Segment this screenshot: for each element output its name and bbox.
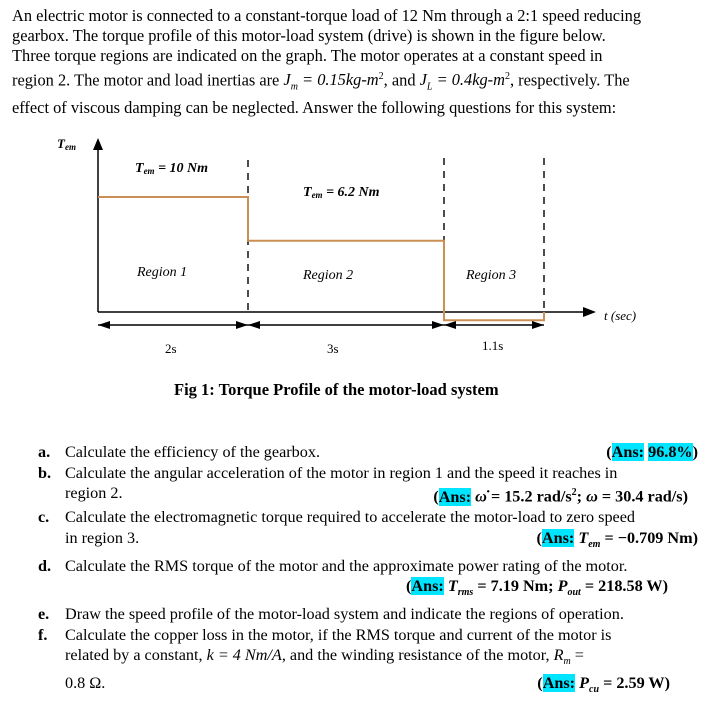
dur3-left-arrow-icon: [444, 321, 456, 329]
question-c: [38, 507, 698, 555]
torque-profile-path: [98, 197, 544, 320]
dur2-left-arrow-icon: [248, 321, 260, 329]
answer-d: (Ans: $T_{rms} = 7.19$ Nm; $P_{out} = 218.58$ W): [406, 577, 668, 599]
question-letter: b.: [38, 463, 52, 482]
jl-symbol: $J_L = 0.4kg-m$: [419, 70, 505, 93]
jm-symbol: $J_m = 0.15kg-m$: [283, 70, 379, 93]
question-f-line1: Calculate the copper loss in the motor, if the RMS torque and current of the motor is: [65, 625, 612, 644]
question-e-text: Draw the speed profile of the motor-load system and indicate the regions of operation.: [65, 605, 624, 624]
y-axis-arrow-icon: [93, 138, 103, 150]
intro-line-3: Three torque regions are indicated on the graph. The motor operates at a constant speed in: [12, 46, 603, 66]
question-d-text: Calculate the RMS torque of the motor and the approximate power rating of the motor.: [65, 556, 628, 575]
y-axis-label: Tem: [57, 136, 76, 152]
dur1-left-arrow-icon: [98, 321, 110, 329]
duration-3-label: 1.1s: [482, 338, 504, 353]
question-e: [38, 604, 698, 625]
question-c-line2: in region 3.: [65, 528, 140, 547]
intro-line-1: An electric motor is connected to a constant-torque load of 12 Nm through a 2:1 speed reducing: [12, 6, 642, 25]
intro-line-5: effect of viscous damping can be neglected. Answer the following questions for this system:: [12, 97, 617, 117]
intro-line-4-c: , respectively. The: [509, 70, 630, 90]
jm-squared: 2: [378, 70, 384, 82]
question-d: [38, 556, 698, 604]
region-1-label: Region 1: [137, 265, 188, 280]
intro-line-4-b: , and: [383, 70, 420, 90]
question-letter: f.: [38, 625, 48, 644]
question-f-line2: related by a constant, k = 4 Nm/A, and the winding resistance of the motor, $R_m$ =: [65, 646, 584, 668]
question-letter: e.: [38, 605, 50, 624]
tem-region2-label: Tem = 6.2 Nm: [303, 185, 380, 200]
question-list: [38, 442, 698, 701]
answer-a: (Ans: 96.8%): [606, 443, 698, 461]
question-b-line1: Calculate the angular acceleration of the motor in region 1 and the speed it reaches in: [65, 463, 618, 482]
question-a: [38, 442, 698, 463]
dur2-right-arrow-icon: [432, 321, 444, 329]
answer-c: (Ans: $T_{em} = -0.709$ Nm): [536, 528, 698, 550]
region-3-label: Region 3: [466, 268, 517, 283]
dur3-right-arrow-icon: [532, 321, 544, 329]
question-letter: d.: [38, 556, 52, 575]
dur1-right-arrow-icon: [236, 321, 248, 329]
question-letter: c.: [38, 508, 50, 527]
question-a-text: Calculate the efficiency of the gearbox.: [65, 443, 320, 461]
duration-2-label: 3s: [327, 341, 339, 356]
answer-f: (Ans: $P_{cu} = 2.59$ W): [537, 674, 670, 696]
question-c-line1: Calculate the electromagnetic torque required to accelerate the motor-load to zero speed: [65, 508, 636, 527]
answer-b: (Ans: ω̇ = 15.2 rad/$s^2$; ω = 30.4 rad/s): [433, 487, 688, 506]
tem-region1-label: Tem = 10 Nm: [135, 161, 209, 176]
question-letter: a.: [38, 443, 51, 461]
x-axis-arrow-icon: [583, 307, 596, 317]
jl-squared: 2: [504, 70, 510, 82]
region-2-label: Region 2: [303, 268, 354, 283]
figure-caption: Fig 1: Torque Profile of the motor-load system: [174, 380, 499, 399]
intro-line-2: gearbox. The torque profile of this motor-load system (drive) is shown in the figure below.: [12, 26, 606, 46]
question-b-line2: region 2.: [65, 484, 123, 503]
question-b: [38, 463, 698, 508]
question-f-line3: 0.8 Ω.: [65, 674, 106, 693]
question-f: [38, 625, 698, 701]
intro-line-4-a: region 2. The motor and load inertias are: [12, 70, 284, 90]
duration-1-label: 2s: [165, 341, 177, 356]
x-axis-label: t (sec): [604, 308, 637, 323]
torque-profile-line: [98, 197, 544, 320]
